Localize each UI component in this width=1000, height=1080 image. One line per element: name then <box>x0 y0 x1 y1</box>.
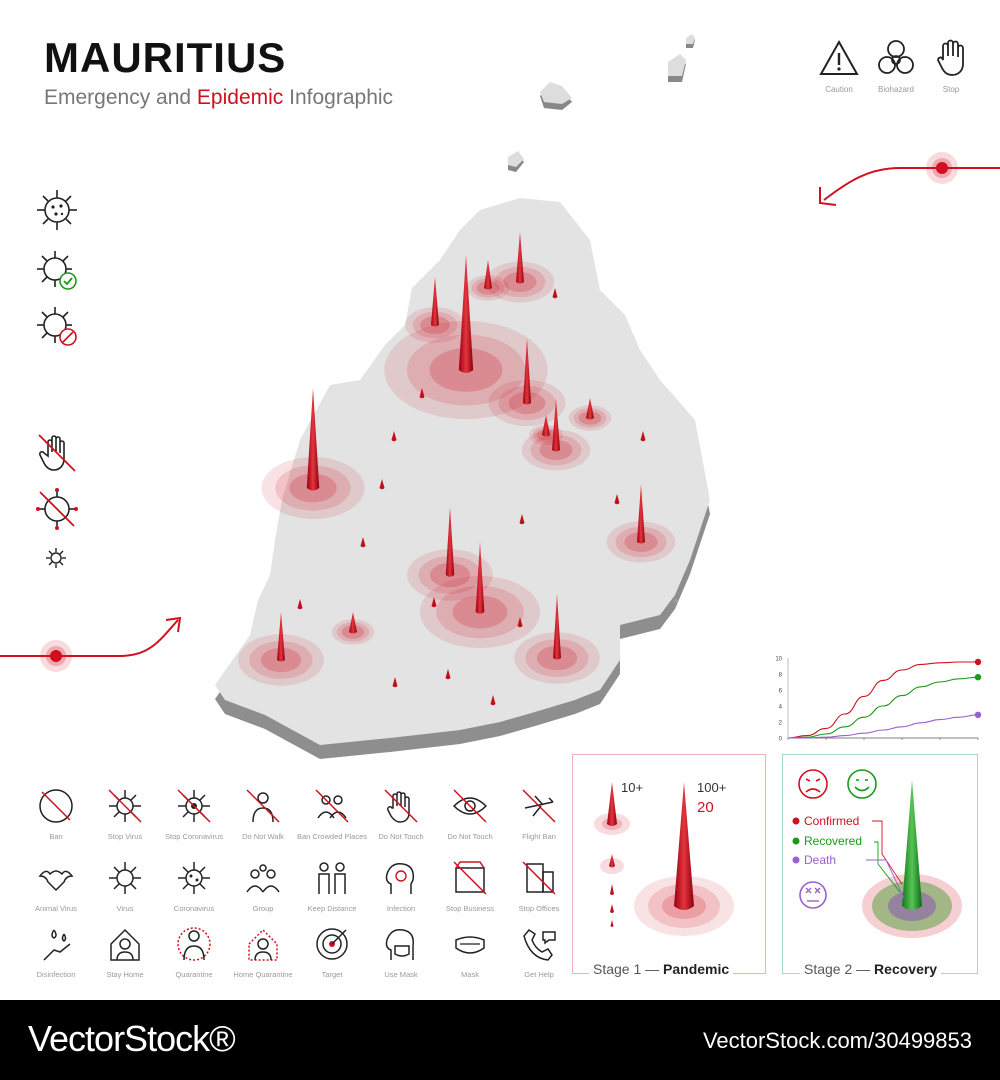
stop-hand-icon: Stop <box>926 38 976 94</box>
icon-label: Flight Ban <box>522 832 556 841</box>
caution-icon: Caution <box>814 38 864 94</box>
chart-y-tick-label: 2 <box>778 720 782 727</box>
flight-ban-icon <box>503 786 575 841</box>
stop-offices-icon <box>503 858 575 913</box>
chart-y-ticks <box>775 657 782 743</box>
chart-series-line <box>788 677 978 738</box>
icon-label: Coronavirus <box>173 904 215 913</box>
stay-home-icon <box>89 924 161 979</box>
happy-face-icon <box>848 770 876 798</box>
mask-icon <box>434 924 506 979</box>
footer-url: VectorStock.com/30499853 <box>702 1028 972 1053</box>
ban-crowded-places-icon <box>296 786 368 841</box>
icon-label: Get Help <box>524 970 554 979</box>
legend-recovered: Recovered <box>804 834 863 848</box>
infection-icon <box>365 858 437 913</box>
do-not-walk-icon <box>227 786 299 841</box>
group-icon <box>227 858 299 913</box>
icon-label: Target <box>321 970 343 979</box>
animal-virus-icon <box>20 858 92 913</box>
stage1-small-value: 10+ <box>621 780 644 795</box>
page-title: MAURITIUS <box>44 34 287 81</box>
coronavirus-icon <box>158 858 230 913</box>
chart-y-tick-label: 6 <box>778 688 782 695</box>
chart-series <box>788 659 981 738</box>
chart-y-tick-label: 8 <box>778 672 782 679</box>
icon-label: Home Quarantine <box>233 970 293 979</box>
icon-label: Stay Home <box>106 970 144 979</box>
stage1-large-value: 100+ <box>697 780 727 795</box>
legend-confirmed: Confirmed <box>804 814 860 828</box>
stage1-spikes <box>572 754 764 964</box>
icon-label: Use Mask <box>384 970 418 979</box>
icon-label: Quarantine <box>175 970 213 979</box>
stage2-label: Stage 2 — Recovery <box>800 961 941 977</box>
biohazard-icon: Biohazard <box>871 38 921 94</box>
chart-series-line <box>788 662 978 738</box>
icon-label: Disinfection <box>36 970 76 979</box>
chart-y-tick-label: 0 <box>778 736 782 743</box>
icon-label: Stop Business <box>446 904 494 913</box>
home-quarantine-icon <box>227 924 299 979</box>
chart-series-endpoint <box>975 674 981 680</box>
stage1-label: Stage 1 — Pandemic <box>589 961 733 977</box>
use-mask-icon <box>365 924 437 979</box>
dead-face-icon <box>800 882 826 908</box>
sad-face-icon <box>799 770 827 798</box>
icon-label: Group <box>252 904 274 913</box>
icon-label: Stop Offices <box>518 904 560 913</box>
stop-business-icon <box>434 858 506 913</box>
chart-y-tick-label: 4 <box>778 704 782 711</box>
get-help-icon <box>503 924 575 979</box>
icon-label: Keep Distance <box>307 904 357 913</box>
keep-distance-icon <box>296 858 368 913</box>
icon-label: Do Not Touch <box>447 832 493 841</box>
icon-label: Infection <box>386 904 416 913</box>
icon-label: Do Not Walk <box>242 832 284 841</box>
epidemic-curve-chart <box>770 650 990 750</box>
do-not-touch-eye-icon <box>434 786 506 841</box>
do-not-touch-hand-icon <box>365 786 437 841</box>
stop-virus-icon <box>89 786 161 841</box>
footer-bar <box>0 1000 1000 1080</box>
legend-death: Death <box>804 853 837 867</box>
icon-label: Stop Virus <box>107 832 143 841</box>
page-subtitle: Emergency and Epidemic Infographic <box>44 86 394 109</box>
chart-series-line <box>788 715 978 738</box>
stage1-count: 20 <box>697 799 714 816</box>
icon-label: Mask <box>461 970 479 979</box>
outer-islands <box>508 34 695 172</box>
icon-label: Stop Coronavirus <box>165 832 223 841</box>
footer-brand: VectorStock® <box>28 1018 235 1059</box>
icon-label: Animal Virus <box>35 904 77 913</box>
virus-icon <box>89 858 161 913</box>
quarantine-icon <box>158 924 230 979</box>
chart-series-endpoint <box>975 659 981 665</box>
disinfection-icon <box>20 924 92 979</box>
chart-series-endpoint <box>975 712 981 718</box>
icon-label: Virus <box>116 904 134 913</box>
chart-grid <box>788 658 978 740</box>
stop-coronavirus-icon <box>158 786 230 841</box>
icon-label: Ban Crowded Places <box>296 832 368 841</box>
icon-label: Do Not Touch <box>378 832 424 841</box>
ban-icon <box>20 786 92 841</box>
icon-label: Ban <box>49 832 63 841</box>
target-icon <box>296 924 368 979</box>
chart-y-tick-label: 10 <box>775 656 782 663</box>
